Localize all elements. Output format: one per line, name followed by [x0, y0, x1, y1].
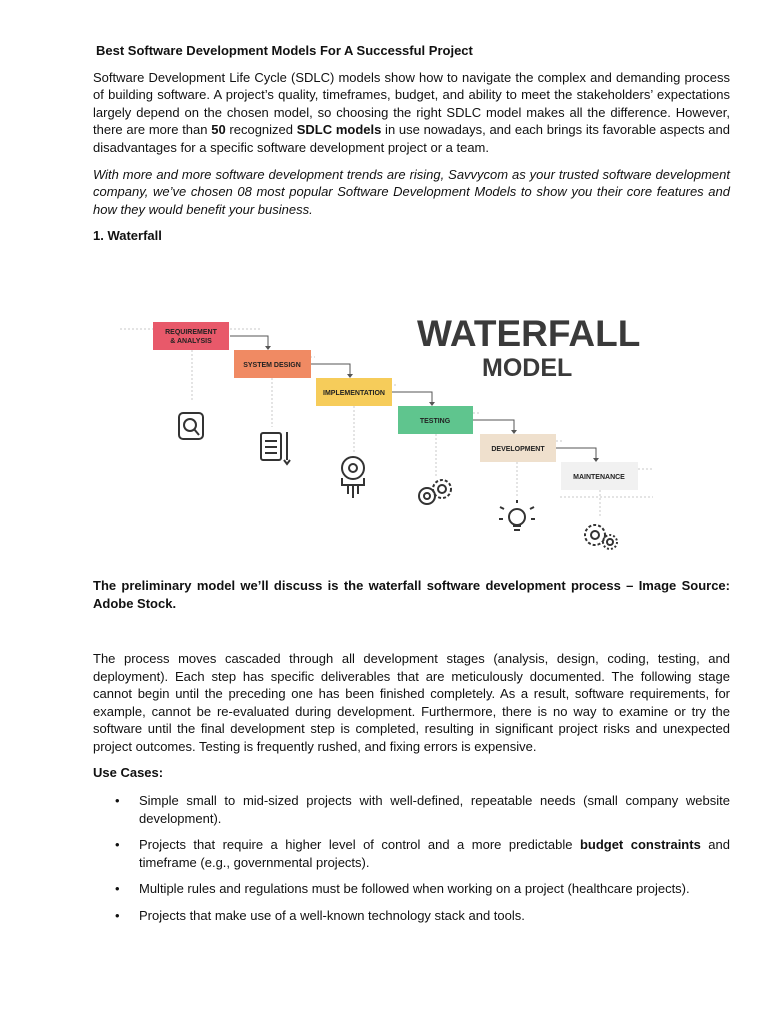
intro-paragraph	[93, 69, 730, 157]
intro-italic-paragraph: With more and more software development trends are rising, Savvycom as your trusted software development company, we’ve chosen 08 most popular Software Development Models to show you their core features and how they would benefit your business.	[93, 166, 730, 217]
lightbulb-icon	[499, 500, 535, 530]
intro-text-1: Software Development Life Cycle (SDLC) models show how to navigate the complex and demanding process of building software. A project’s quality, timeframes, budget, and ability to meet the stakeholders’ expectations largely depend on the chosen model, so choosing the right SDLC model makes all the difference. However, there are more than	[93, 69, 730, 138]
search-document-icon	[179, 413, 203, 439]
step-implementation	[316, 378, 392, 406]
use-cases-list	[93, 792, 730, 934]
list-item	[93, 907, 730, 925]
bullet: •	[115, 907, 120, 923]
bullet: •	[115, 837, 120, 853]
figure-title-line1: WATERFALL	[417, 313, 641, 354]
document-body	[93, 42, 730, 245]
gears-icon	[419, 480, 451, 504]
list-item-bold: budget constraints	[579, 837, 701, 853]
step-development	[480, 434, 556, 462]
list-item-text: Multiple rules and regulations must be followed when working on a project (healthcare projects).	[139, 881, 690, 897]
bullet: •	[115, 881, 120, 897]
svg-text:MAINTENANCE: MAINTENANCE	[573, 474, 625, 481]
robot-icon	[342, 457, 364, 498]
process-paragraph: The process moves cascaded through all development stages (analysis, design, coding, testing, and deployment). Each step has specific deliverables that are meticulously documented. The following stage cannot begin until the preceding one has been finished completely. As a result, software requirements, for example, cannot be re-evaluated during development. Furthermore, there is no way to examine or try the software until the final development step is completed, resulting in significant project risks and unexpected project outcomes. Testing is frequently rushed, and fixing errors is expensive.	[93, 651, 730, 754]
step-testing	[398, 406, 473, 434]
intro-text-3: in use nowadays, and each brings its favorable aspects and disadvantages for a specific software development project or a team.	[93, 122, 730, 155]
page-title: Best Software Development Models For A Successful Project	[96, 43, 473, 58]
svg-text:SYSTEM DESIGN: SYSTEM DESIGN	[243, 362, 301, 369]
figure-title-line2: MODEL	[482, 354, 573, 382]
svg-text:TESTING: TESTING	[419, 418, 451, 425]
list-item	[93, 792, 730, 827]
svg-text:REQUIREMENT: REQUIREMENT	[165, 329, 217, 336]
step-system-design	[234, 350, 311, 378]
svg-text:& ANALYSIS: & ANALYSIS	[170, 338, 212, 345]
intro-bold-50: 50	[211, 122, 226, 138]
step-requirement	[153, 322, 229, 350]
svg-text:DEVELOPMENT: DEVELOPMENT	[491, 446, 545, 453]
cogs-icon	[585, 525, 617, 549]
svg-text:IMPLEMENTATION: IMPLEMENTATION	[323, 390, 385, 397]
waterfall-model-figure	[115, 312, 660, 557]
list-item-text-c: and timeframe (e.g., governmental projects).	[139, 837, 730, 870]
list-item-text: Projects that make use of a well-known technology stack and tools.	[139, 907, 525, 923]
list-item	[93, 836, 730, 871]
figure-caption: The preliminary model we’ll discuss is the waterfall software development process – Image Source: Adobe Stock.	[93, 578, 730, 611]
list-item-text-a: Projects that require a higher level of control and a more predictable	[139, 837, 580, 853]
intro-text-2: recognized	[225, 122, 297, 138]
notepad-pencil-icon	[261, 432, 290, 464]
list-item-text: Simple small to mid-sized projects with well-defined, repeatable needs (small company website development).	[139, 793, 730, 826]
list-item	[93, 880, 730, 898]
intro-bold-sdlc: SDLC models	[296, 122, 382, 138]
step-maintenance	[561, 462, 638, 490]
bullet: •	[115, 793, 120, 808]
use-cases-heading: Use Cases:	[93, 765, 164, 780]
section-heading-waterfall: 1. Waterfall	[93, 228, 162, 244]
